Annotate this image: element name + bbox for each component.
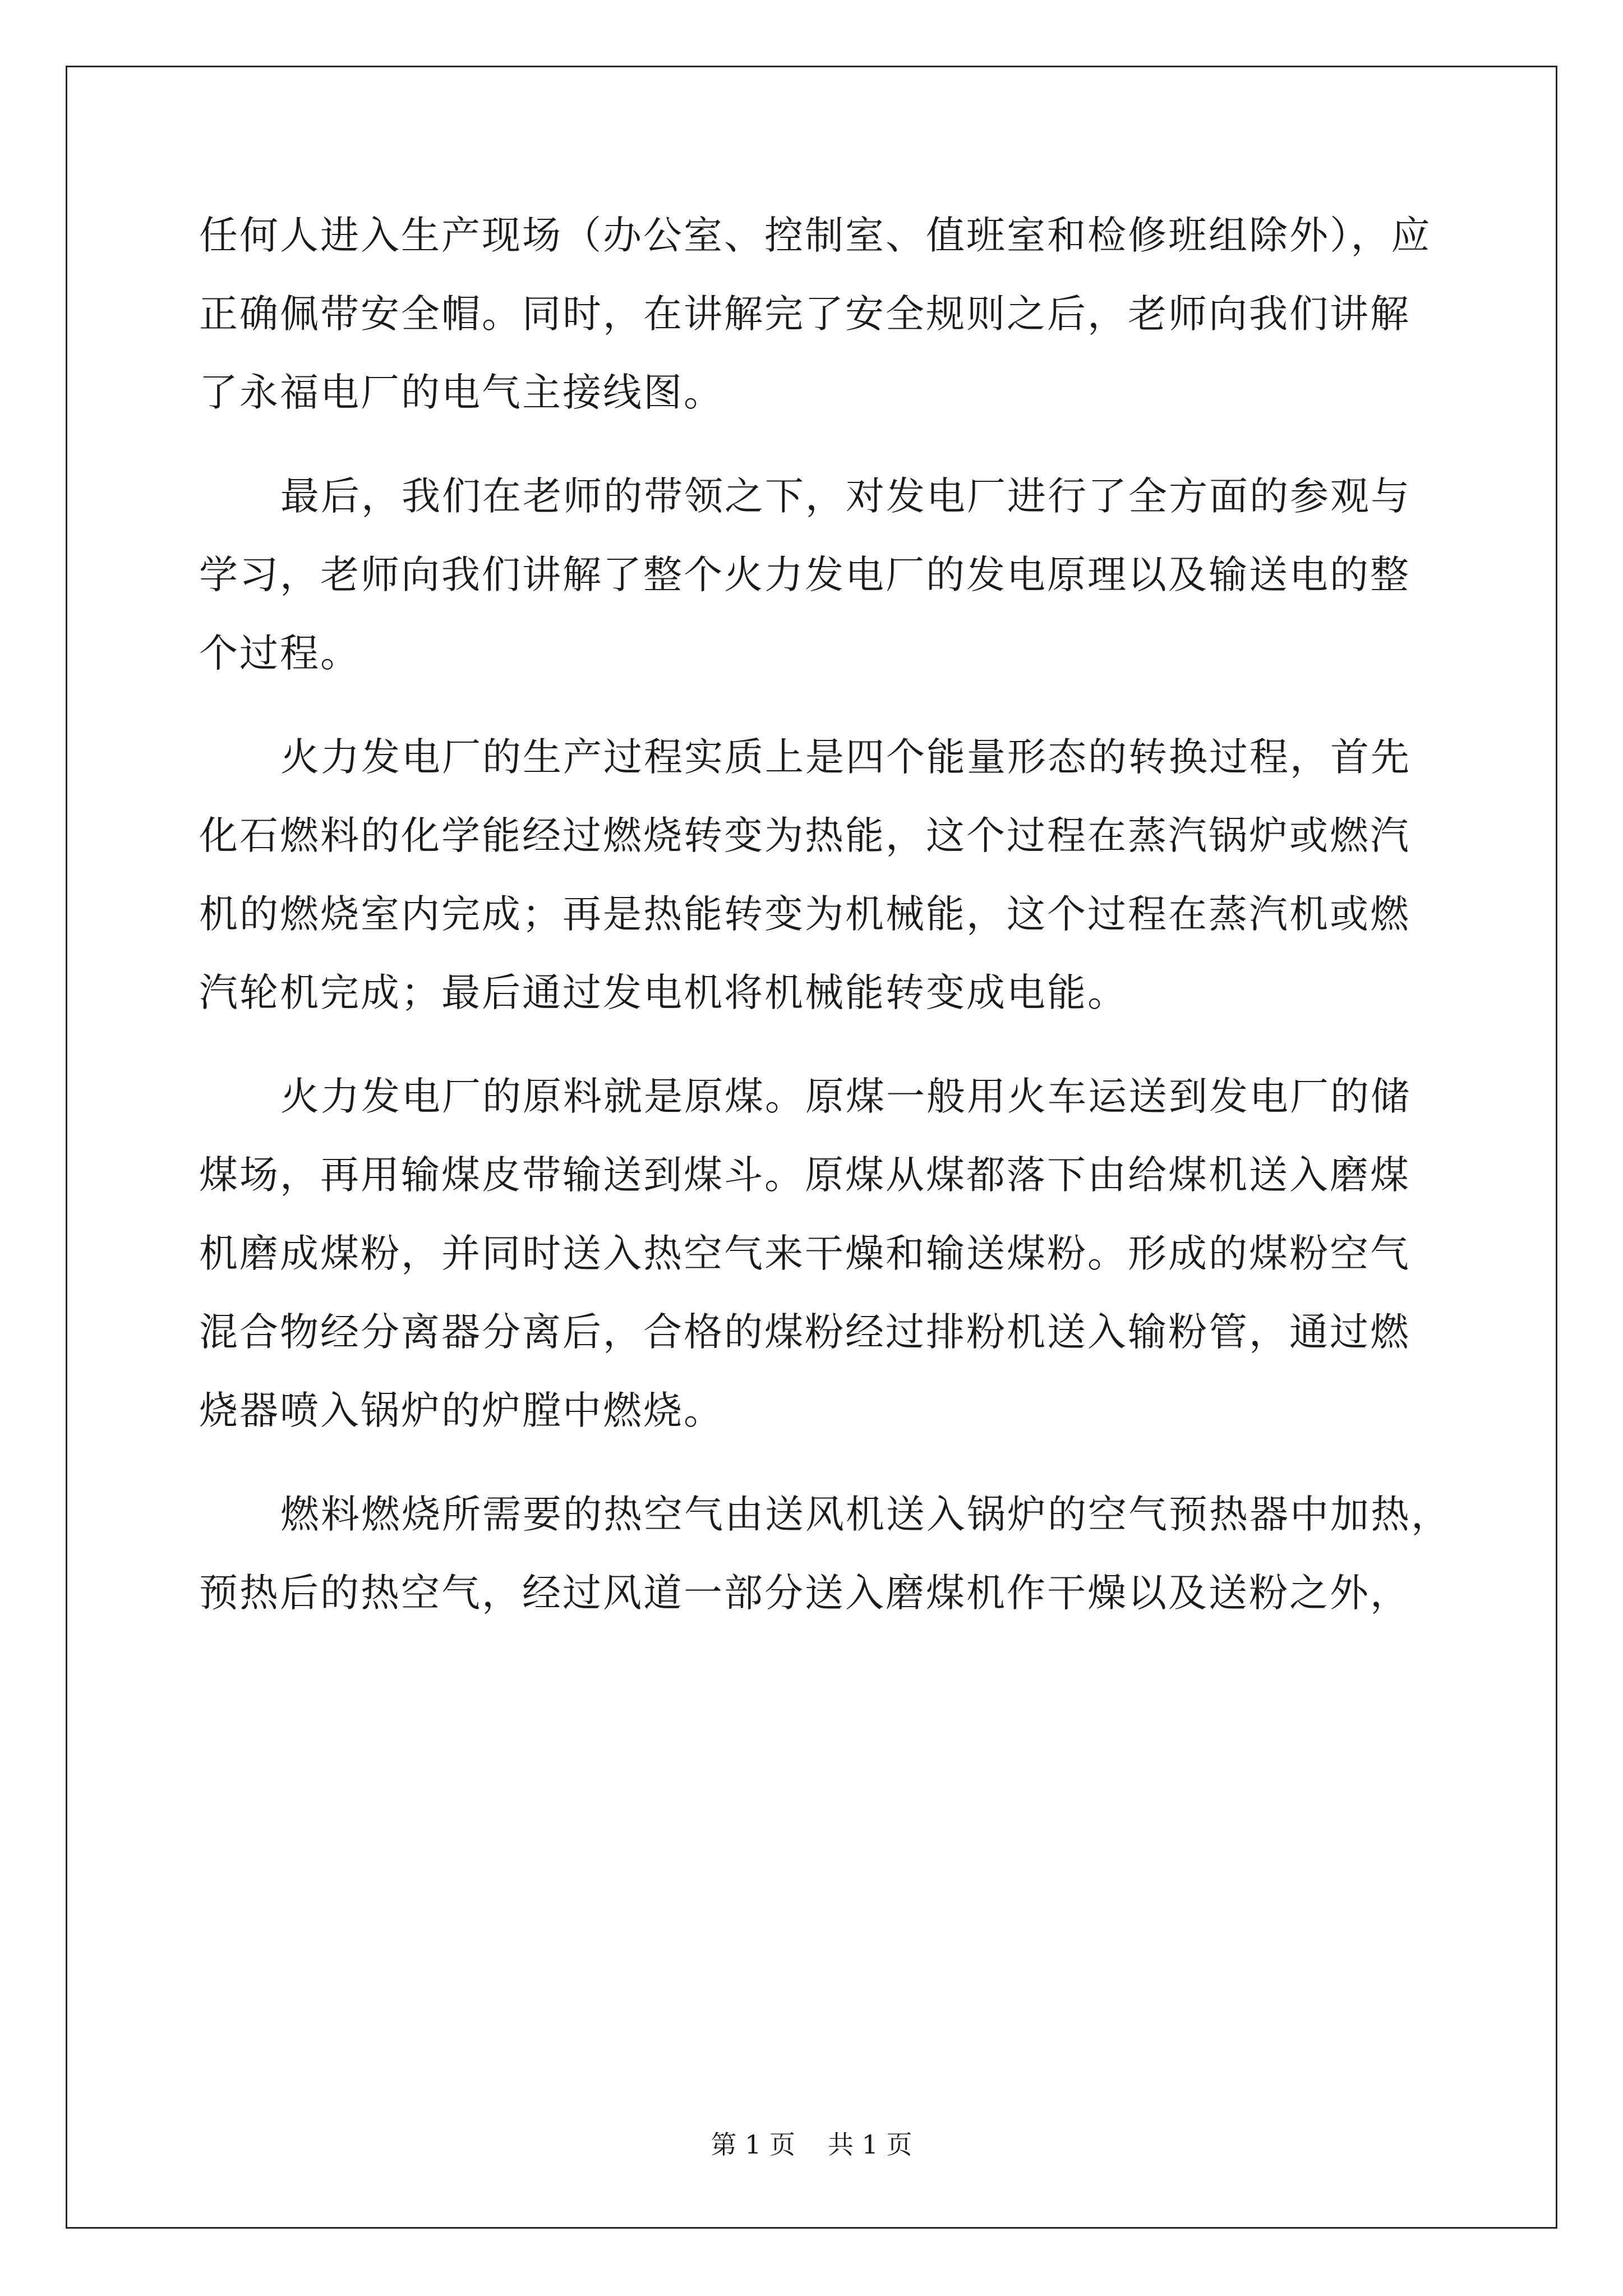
text-line: 了永福电厂的电气主接线图。 <box>199 370 724 415</box>
text-line: 烧器喷入锅炉的炉膛中燃烧。 <box>199 1388 724 1433</box>
text-line: 火力发电厂的原料就是原煤。原煤一般用火车运送到发电厂的储 <box>280 1074 1411 1119</box>
text-line: 机的燃烧室内完成；再是热能转变为机械能，这个过程在蒸汽机或燃 <box>199 892 1410 937</box>
text-line: 机磨成煤粉，并同时送入热空气来干燥和输送煤粉。形成的煤粉空气 <box>199 1231 1410 1276</box>
text-line: 煤场，再用输煤皮带输送到煤斗。原煤从煤都落下由给煤机送入磨煤 <box>199 1153 1410 1198</box>
document-body <box>199 196 1451 1632</box>
text-line: 火力发电厂的生产过程实质上是四个能量形态的转换过程，首先 <box>280 735 1411 780</box>
text-line: 学习，老师向我们讲解了整个火力发电厂的发电原理以及输送电的整 <box>199 553 1410 597</box>
page-footer <box>0 2128 1623 2161</box>
text-line: 汽轮机完成；最后通过发电机将机械能转变成电能。 <box>199 970 1128 1015</box>
page-total: 共 1 页 <box>828 2129 912 2160</box>
text-line: 最后，我们在老师的带领之下，对发电厂进行了全方面的参观与 <box>280 474 1411 519</box>
paragraph-3 <box>199 718 1433 1032</box>
paragraph-4 <box>199 1057 1433 1450</box>
paragraph-2 <box>199 457 1433 693</box>
page-number: 第 1 页 <box>711 2129 795 2160</box>
text-line: 正确佩带安全帽。同时，在讲解完了安全规则之后，老师向我们讲解 <box>199 292 1410 337</box>
text-line: 混合物经分离器分离后，合格的煤粉经过排粉机送入输粉管，通过燃 <box>199 1310 1410 1355</box>
paragraph-1 <box>199 196 1433 432</box>
text-line: 个过程。 <box>199 631 361 676</box>
text-line: 任何人进入生产现场（办公室、控制室、值班室和检修班组除外），应 <box>199 213 1432 258</box>
text-line: 预热后的热空气，经过风道一部分送入磨煤机作干燥以及送粉之外， <box>199 1571 1410 1616</box>
text-line: 燃料燃烧所需要的热空气由送风机送入锅炉的空气预热器中加热， <box>280 1492 1451 1537</box>
text-line: 化石燃料的化学能经过燃烧转变为热能，这个过程在蒸汽锅炉或燃汽 <box>199 813 1410 858</box>
paragraph-5 <box>199 1475 1451 1632</box>
